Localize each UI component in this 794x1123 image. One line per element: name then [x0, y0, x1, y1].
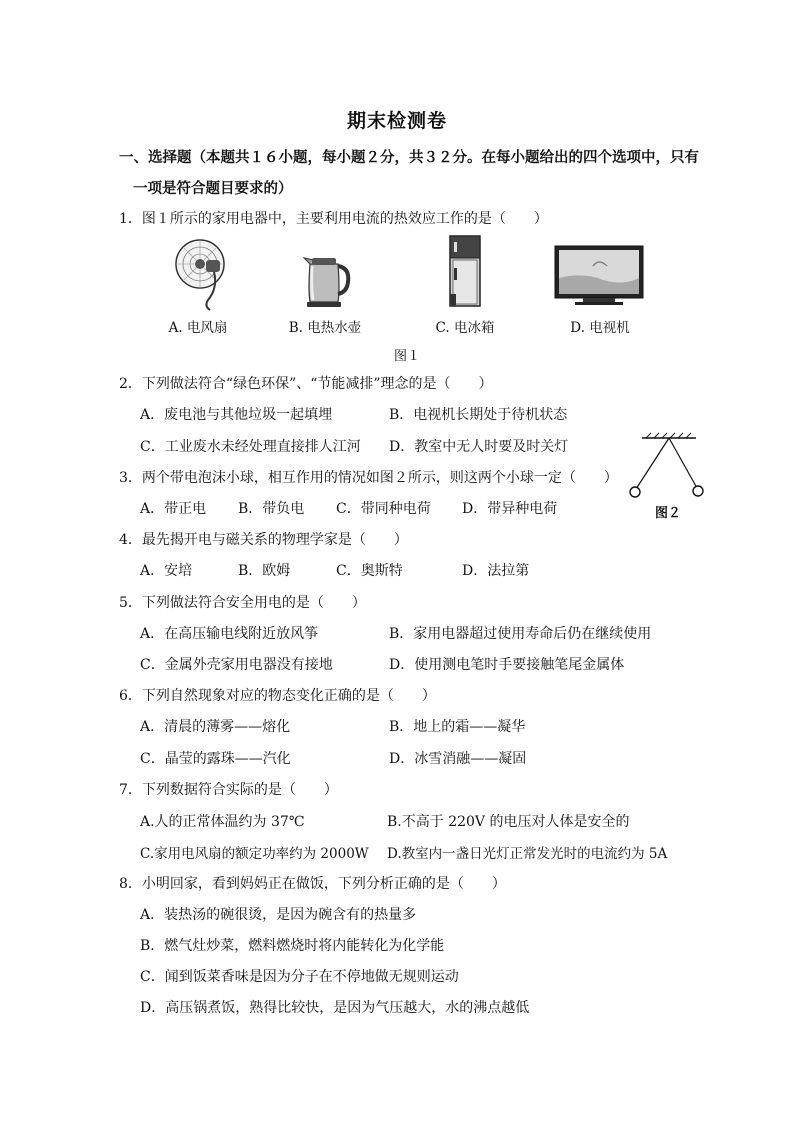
charged-balls-figure — [624, 434, 710, 502]
question-4-stem: 4．最先揭开电与磁关系的物理学家是（ ） — [119, 532, 408, 548]
fan-label: A. 电风扇 — [168, 320, 228, 336]
question-7-option-c: C.家用电风扇的额定功率约为 2000W — [140, 846, 369, 862]
question-6-option-b: B．地上的霜——凝华 — [389, 719, 526, 735]
question-8-option-c: C．闻到饭菜香味是因为分子在不停地做无规则运动 — [140, 969, 459, 985]
kettle-icon — [302, 250, 354, 308]
question-4-option-c: C．奥斯特 — [336, 563, 403, 579]
question-5-stem: 5．下列做法符合安全用电的是（ ） — [119, 595, 366, 611]
question-3-option-a: A．带正电 — [140, 501, 207, 517]
question-5-option-b: B．家用电器超过使用寿命后仍在继续使用 — [389, 626, 652, 642]
question-6-option-a: A．清晨的薄雾——熔化 — [140, 719, 291, 735]
question-2-option-b: B．电视机长期处于待机状态 — [389, 407, 568, 423]
question-4-option-b: B．欧姆 — [238, 563, 291, 579]
question-6-option-d: D．冰雪消融——凝固 — [389, 751, 527, 767]
page-title: 期末检测卷 — [346, 110, 447, 132]
figure-1-caption: 图１ — [394, 349, 421, 364]
question-2-option-d: D．教室中无人时要及时关灯 — [389, 439, 569, 455]
kettle-label: B. 电热水壶 — [288, 320, 362, 336]
question-6-option-c: C．晶莹的露珠——汽化 — [140, 751, 291, 767]
question-5-option-d: D．使用测电笔时手要接触笔尾金属体 — [389, 657, 625, 673]
fridge-label: C. 电冰箱 — [435, 320, 495, 336]
question-3-option-d: D．带异种电荷 — [462, 501, 558, 517]
question-7-option-d: D.教室内一盏日光灯正常发光时的电流约为 5A — [387, 846, 668, 862]
question-8-option-d: D．高压锅煮饭，熟得比较快，是因为气压越大，水的沸点越低 — [140, 1000, 530, 1016]
question-2-option-a: A．废电池与其他垃圾一起填埋 — [140, 407, 333, 423]
question-3-option-c: C．带同种电荷 — [336, 501, 431, 517]
question-5-option-a: A．在高压输电线附近放风筝 — [140, 626, 319, 642]
question-7-stem: 7．下列数据符合实际的是（ ） — [119, 782, 338, 798]
question-5-option-c: C．金属外壳家用电器没有接地 — [140, 657, 333, 673]
question-2-option-c: C．工业废水未经处理直接排人江河 — [140, 439, 361, 455]
fan-icon — [170, 238, 240, 312]
question-3-stem: 3．两个带电泡沫小球，相互作用的情况如图２所示，则这两个小球一定（ ） — [119, 470, 618, 486]
section-header-line1: 一、选择题（本题共１６小题，每小题２分，共３２分。在每小题给出的四个选项中，只有 — [119, 149, 699, 166]
question-2-stem: 2．下列做法符合“绿色环保”、“节能减排”理念的是（ ） — [119, 376, 493, 392]
question-4-option-d: D．法拉第 — [462, 563, 530, 579]
question-7-option-b: B.不高于 220V 的电压对人体是安全的 — [387, 814, 630, 830]
fridge-icon — [446, 234, 484, 308]
question-3-option-b: B．带负电 — [238, 501, 305, 517]
question-7-option-a: A.人的正常体温约为 37℃ — [140, 814, 305, 830]
question-8-stem: 8．小明回家，看到妈妈正在做饭，下列分析正确的是（ ） — [119, 876, 506, 892]
question-8-option-b: B．燃气灶炒菜，燃料燃烧时将内能转化为化学能 — [140, 938, 445, 954]
tv-icon — [553, 244, 645, 308]
tv-label: D. 电视机 — [570, 320, 630, 336]
question-6-stem: 6．下列自然现象对应的物态变化正确的是（ ） — [119, 688, 436, 704]
question-1-stem: 1．图１所示的家用电器中，主要利用电流的热效应工作的是（ ） — [119, 211, 548, 227]
section-header-line2: 一项是符合题目要求的） — [133, 180, 293, 197]
question-4-option-a: A．安培 — [140, 563, 193, 579]
figure-2-caption: 图２ — [655, 506, 682, 521]
question-8-option-a: A．装热汤的碗很烫，是因为碗含有的热量多 — [140, 907, 417, 923]
